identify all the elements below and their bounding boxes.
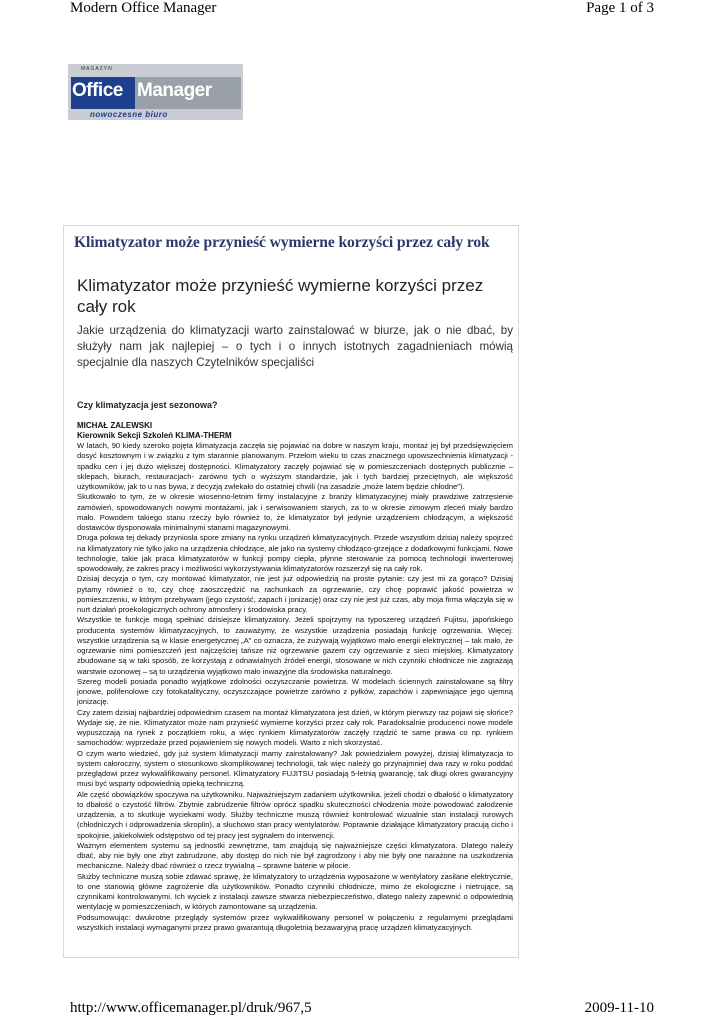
office-manager-logo (68, 64, 243, 120)
paragraph: Wszystkie te funkcje mogą spełniać dzisiejsze klimatyzatory. Jeżeli spojrzymy na typoszereg urządzeń Fujitsu, japońskiego producenta systemów klimatyzacyjnych, to zauważymy, że wszystkie urządzenia posiadają funkcję ogrzewania. Więcej: wszystkie urządzenia są w klasie energetycznej „A” co oznacza, że zużywają wyjątkowo mało energii elektrycznej – tak mało, że ogrzewanie nimi pomieszczeń jest najczęściej tańsze niż ogrzewanie gazem czy ogrzewanie z sieci miejskiej. Klimatyzatory zbudowane są w taki sposób, że korzystają z odnawialnych źródeł energii, stosowane w nich czynniki chłodnicze nie zagrażają warstwie ozonowej – są to urządzenia wyjątkowo mało inwazyjne dla środowiska naturalnego. (77, 615, 513, 676)
logo-word-manager: Manager (137, 80, 212, 101)
paragraph: Ważnym elementem systemu są jednostki zewnętrzne, tam znajdują się najważniejsze części klimatyzatora. Dlatego należy dbać, aby nie były one zbyt zabrudzone, aby dostęp do nich nie był zagrodzony i aby nie były one narażone na uszkodzenia mechaniczne. Należy dbać również o rzecz trywialną – sprawne baterie w pilocie. (77, 840, 513, 871)
paragraph: Szereg modeli posiada ponadto wyjątkowe zdolności oczyszczanie powietrza. W modelach ściennych zainstalowane są filtry jonowe, polifenolowe czy fotokatalityczny, oczyszczające powietrze zarówno z pyłków, zapachów i zapewniające jego ujemną jonizację. (77, 676, 513, 707)
author-name: MICHAŁ ZALEWSKI (77, 421, 153, 430)
header-site-title: Modern Office Manager (70, 0, 217, 16)
footer-url[interactable]: http://www.officemanager.pl/druk/967,5 (70, 1000, 312, 1016)
paragraph: O czym warto wiedzieć, gdy już system klimatyzacji mamy zainstalowany? Jak powiedziałem powyżej, dzisiaj klimatyzacja to system całoroczny, system o stosunkowo skomplikowanej technologii, tak więc należy go przynajmniej dwa razy w roku poddać przeglądowi przez wykwalifikowany personel. Klimatyzatory FUJITSU posiadają 5-letnią gwarancję, tak długi okres gwarancyjny musi być wsparty odpowiednią opieką techniczną. (77, 748, 513, 789)
paragraph: Podsumowując: dwukrotne przeglądy systemów przez wykwalifikowany personel w połączeniu z regularnymi przeglądami wszystkich instalacji wymaganymi przez prawo gwarantują długoletnią bezawaryjną pracę urządzeń klimatyzacyjnych. (77, 912, 513, 932)
author-role: Kierownik Sekcji Szkoleń KLIMA-THERM (77, 431, 232, 440)
page-header (70, 0, 654, 18)
logo-word-office: Office (72, 80, 123, 101)
logo-tag: MAGAZYN (81, 66, 113, 72)
section-heading: Czy klimatyzacja jest sezonowa? (77, 400, 218, 410)
paragraph: Dzisiaj decyzja o tym, czy montować klimatyzator, nie jest już odpowiedzią na proste pytanie: czy jest mi za gorąco? Dzisiaj pytamy również o to, czy chcę zaoszczędzić na rachunkach za ogrzewanie, czy chcę poprawić jakość powietrza w pomieszczeniu, w którym przebywam (jego czystość, zapach i jonizację) oraz czy nie jest już czas, aby moja firma włączyła się w nurt działań proekologicznych ochrony atmosfery i środowiska pracy. (77, 574, 513, 614)
article-banner-title: Klimatyzator może przynieść wymierne korzyści przez cały rok (74, 234, 490, 251)
paragraph: Skutkowało to tym, że w okresie wiosenno-letnim firmy instalacyjne z branży klimatyzacyjnej miały prawdziwe zatrzęsienie zamówień, spowodowanych nowymi montażami, jak i serwisowaniem starych, za to w okresie zimowym zleceń miały bardzo mało. Powodem takiego stanu rzeczy było również to, że klimatyzator był jedynie urządzeniem chłodzącym, a większość dostawców dysponowała minimalnymi stanami magazynowymi. (77, 492, 513, 532)
page-footer (70, 1000, 654, 1018)
header-page-number: Page 1 of 3 (586, 0, 654, 16)
paragraph: Druga połowa tej dekady przyniosła spore zmiany na rynku urządzeń klimatyzacyjnych. Przede wszystkim dzisiaj należy spojrzeć na klimatyzatory nie tylko jako na urządzenia chłodzące, ale jako na systemy chłodząco-grzejące z dodatkowymi funkcjami. Nowe technologie, takie jak praca klimatyzatorów w funkcji pompy ciepła, płynne sterowanie za pomocą technologii inwerterowej spowodowały, że zakres pracy i możliwości wykorzystywania klimatyzatorów rozszerzył się na cały rok. (77, 533, 513, 573)
footer-date: 2009-11-10 (584, 1000, 654, 1016)
paragraph: Czy zatem dzisiaj najbardziej odpowiednim czasem na montaż klimatyzatora jest dzień, w którym pierwszy raz pojawi się słońce? Wydaje się, że nie. Klimatyzator może nam przynieść wymierne korzyści przez cały rok. Paradoksalnie producenci nowe modele wypuszczają na rynek z początkiem roku, a więc rynkiem klimatyzatorów zaczęły rządzić te same prawa co np. rynkiem samochodów: wyprzedaże przed pojawieniem się nowych modeli. Warto z nich skorzystać. (77, 707, 513, 748)
article-title: Klimatyzator może przynieść wymierne korzyści przez cały rok (77, 276, 484, 316)
paragraph: Ale część obowiązków spoczywa na użytkowniku. Najważniejszym zadaniem użytkownika, jeżeli chodzi o dbałość o klimatyzatory to dbałość o czystość filtrów. Zbytnie zabrudzenie filtrów oprócz spadku skuteczności chłodzenia może powodować załodzenie urządzenia, a to skutkuje wyciekami wody. Służby techniczne muszą również kontrolować wizualnie stan instalacji rurowych (chłodniczych i odprowadzenia skroplin), a słuchowo stan pracy wentylatorów. Poprawnie działające klimatyzatory pracują cicho i spokojnie, jakiekolwiek odstępstwo od tej pracy jest sygnałem do interwencji. (77, 789, 513, 840)
paragraph: W latach, 90 kiedy szeroko pojęta klimatyzacja zaczęła się pojawiać na dobre w naszym kraju, montaż jej był przedsięwzięciem dosyć kosztownym i w związku z tym starannie planowanym. Przełom wieku to czas znacznego upowszechnienia klimatyzacji - spadku cen i jej dużo większej dostępności. Klimatyzatory zaczęły pojawiać się w pomieszczeniach dostępnych publicznie – sklepach, biurach, restauracjach- zarówno tych o wyższym standardzie, jak i tych bardziej przeciętnych, ale większość użytkowników, jak to u nas bywa, z decyzją zwlekało do ostatniej chwili (na zasadzie „może latem będzie chłodne”). (77, 441, 513, 491)
article-body (77, 441, 513, 953)
paragraph: Służby techniczne muszą sobie zdawać sprawę, że klimatyzatory to urządzenia wyposażone w wentylatory zasilane elektrycznie, to one stanowią główne zagrożenie dla użytkowników. Ponadto czynniki chłodnicze, mimo że ekologiczne i nietrujące, są czynnikami kontrolowanymi. Ich wyciek z instalacji zawsze stwarza niebezpieczeństwo, dlatego należy zapewnić o odpowiednią wentylację w pomieszczeniach, w których zamontowane są urządzenia. (77, 871, 513, 912)
logo-subtitle: nowoczesne biuro (90, 110, 168, 119)
article-lead: Jakie urządzenia do klimatyzacji warto zainstalować w biurze, jak o nie dbać, by służyły nam jak najlepiej – o tych i o innych istotnych zagadnieniach mówią specjalnie dla naszych Czytelników specjaliści (77, 324, 513, 369)
